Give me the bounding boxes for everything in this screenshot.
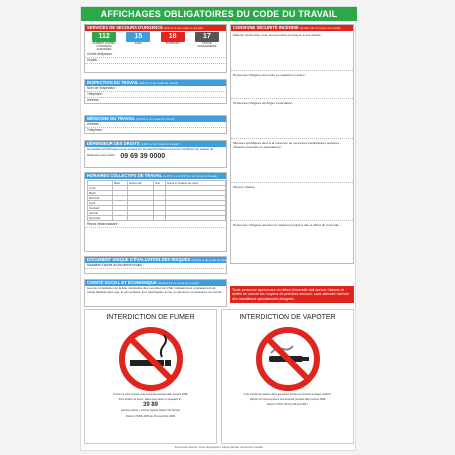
fire-alert-box: Toute personne apercevant un début d'incendie doit donner l'alarme et mettre en oeuvre les moyens de premiers secours, sans attendre l'arrivée des travailleurs spécialement désignés.	[230, 286, 354, 303]
footer: Tous droits réservés. Toute reproduction, même partielle, strictement interdite.	[174, 446, 264, 449]
medecine-address-field[interactable]: Adresse :	[85, 122, 226, 128]
inspector-address-field[interactable]: Adresse :	[85, 98, 226, 104]
consigne-field[interactable]: Mesures spécifiques liées à la présence de personnes handicapées (espaces d'attente sécurisés ou équivalents) :	[231, 139, 353, 183]
poster	[80, 6, 356, 451]
table-row[interactable]: Mercredi	[88, 196, 226, 201]
emergency-bar: SERVICES DE SECOURS D'URGENCE (D4711-1 du Code du travail)	[85, 25, 226, 31]
defenseur-phone-line: Défenseur des droits : 09 69 39 0000	[87, 152, 166, 160]
defenseur-section	[84, 140, 227, 168]
emergency-numbers	[85, 31, 226, 52]
table-row[interactable]: Vendredi	[88, 206, 226, 211]
medecine-phone-field[interactable]: Téléphone :	[85, 128, 226, 134]
hospital-field[interactable]: Hôpital :	[85, 58, 226, 64]
tabac-info-phone: 39 89	[142, 402, 158, 409]
defenseur-phone: 09 69 39 0000	[120, 152, 166, 160]
poison-center-field[interactable]: Centre antipoison :	[85, 52, 226, 58]
table-row[interactable]: Lundi	[88, 186, 226, 191]
inspector-name-field[interactable]: Nom de l'inspecteur :	[85, 86, 226, 92]
medecine-bar: MÉDECINE DU TRAVAIL (D4711-1 du Code du travail)	[85, 116, 226, 122]
inspector-phone-field[interactable]: Téléphone :	[85, 92, 226, 98]
no-vaping-icon	[255, 326, 321, 392]
consigne-field[interactable]: Personnes chargées de mettre ce matériel en action :	[231, 71, 353, 99]
cse-bar: COMITÉ SOCIAL ET ÉCONOMIQUE (R2314-22 du Code du travail)	[85, 280, 226, 286]
table-row[interactable]: Samedi	[88, 211, 226, 216]
inspection-section	[84, 79, 227, 104]
consigne-section	[230, 24, 354, 264]
no-smoking-icon	[118, 326, 184, 392]
emergency-112: 112 NUMÉRO D'APPEL D'URGENCE EUROPÉEN	[92, 33, 116, 51]
consigne-field[interactable]: Matériel d'extinction et de secours dans le local ou à ses abords :	[231, 31, 353, 71]
horaires-bar: HORAIRES COLLECTIFS DE TRAVAIL (L3171-1 et D3171-2 du Code du travail)	[85, 173, 226, 179]
weekly-rest-field[interactable]: Repos hebdomadaire :	[85, 222, 226, 228]
consigne-field[interactable]: Personnes chargées d'aviser les sapeurs-pompiers dès le début de l'incendie :	[233, 223, 341, 227]
emergency-15: 15 SAMU	[126, 32, 150, 51]
emergency-18: 18 POMPIERS	[161, 32, 185, 51]
no-smoking-panel: INTERDICTION DE FUMER Fumer ici vous expose à une amende pouvant aller jusqu'à 450€ Pour arrêter de fumer, faites-vous aider en appelant le : 39 89 (service gratuit + coût de l'appel) Tabac Info Service Décret n°2006-1386 du 15 novembre 2006	[84, 309, 217, 444]
cse-text: Lieu de consultation de la liste nominative des membres du CSE, indiquant leur emplacement de travail habituel ainsi que, le cas échéant, leur participation à une ou plusieurs commissions du comité :	[87, 286, 223, 294]
poster-title: AFFICHAGES OBLIGATOIRES DU CODE DU TRAVAIL	[81, 7, 357, 21]
table-row[interactable]: Dimanche	[88, 216, 226, 221]
horaires-table	[87, 180, 226, 221]
consigne-bar: CONSIGNE SÉCURITÉ INCENDIE (R4227-38 du Code du travail)	[231, 25, 353, 31]
table-header-row: Matin Après-midi Nuit Durée et horaires de repos	[88, 181, 226, 186]
medecine-section	[84, 115, 227, 134]
no-smoking-title: INTERDICTION DE FUMER	[106, 314, 195, 321]
document-access-field[interactable]: Modalités d'accès au document unique :	[85, 263, 226, 269]
horaires-section	[84, 172, 227, 252]
cse-section	[84, 279, 227, 307]
table-row[interactable]: Jeudi	[88, 201, 226, 206]
emergency-17: 17 POLICE GENDARMERIE	[195, 32, 219, 51]
no-vaping-panel: INTERDICTION DE VAPOTER Il est interdit de vapoter dans les locaux fermés et couverts à usage collectif. Vapoter ici vous expose à une amende pouvant aller jusqu'à 150€ Décret n°2017-633 du 25 avril 2017	[221, 309, 354, 444]
document-section	[84, 256, 231, 274]
document-bar: DOCUMENT UNIQUE D'ÉVALUATION DES RISQUES (R4121-4 du Code du travail)	[87, 257, 231, 262]
no-vaping-title: INTERDICTION DE VAPOTER	[239, 314, 336, 321]
consigne-field[interactable]: Personnes chargées de diriger l'évacuation :	[231, 99, 353, 139]
table-row[interactable]: Mardi	[88, 191, 226, 196]
emergency-section	[84, 24, 227, 73]
inspection-bar: INSPECTION DU TRAVAIL (D4711-1 du Code du travail)	[85, 80, 226, 86]
defenseur-bar: DÉFENSEUR DES DROITS (L1151-2 du Code du travail)	[85, 141, 226, 147]
consigne-field[interactable]: Moyens d'alerte :	[231, 183, 353, 221]
defenseur-text: Demandes d'information et de conseil sur les discriminations et sur les conditions de saisine du	[87, 147, 214, 151]
